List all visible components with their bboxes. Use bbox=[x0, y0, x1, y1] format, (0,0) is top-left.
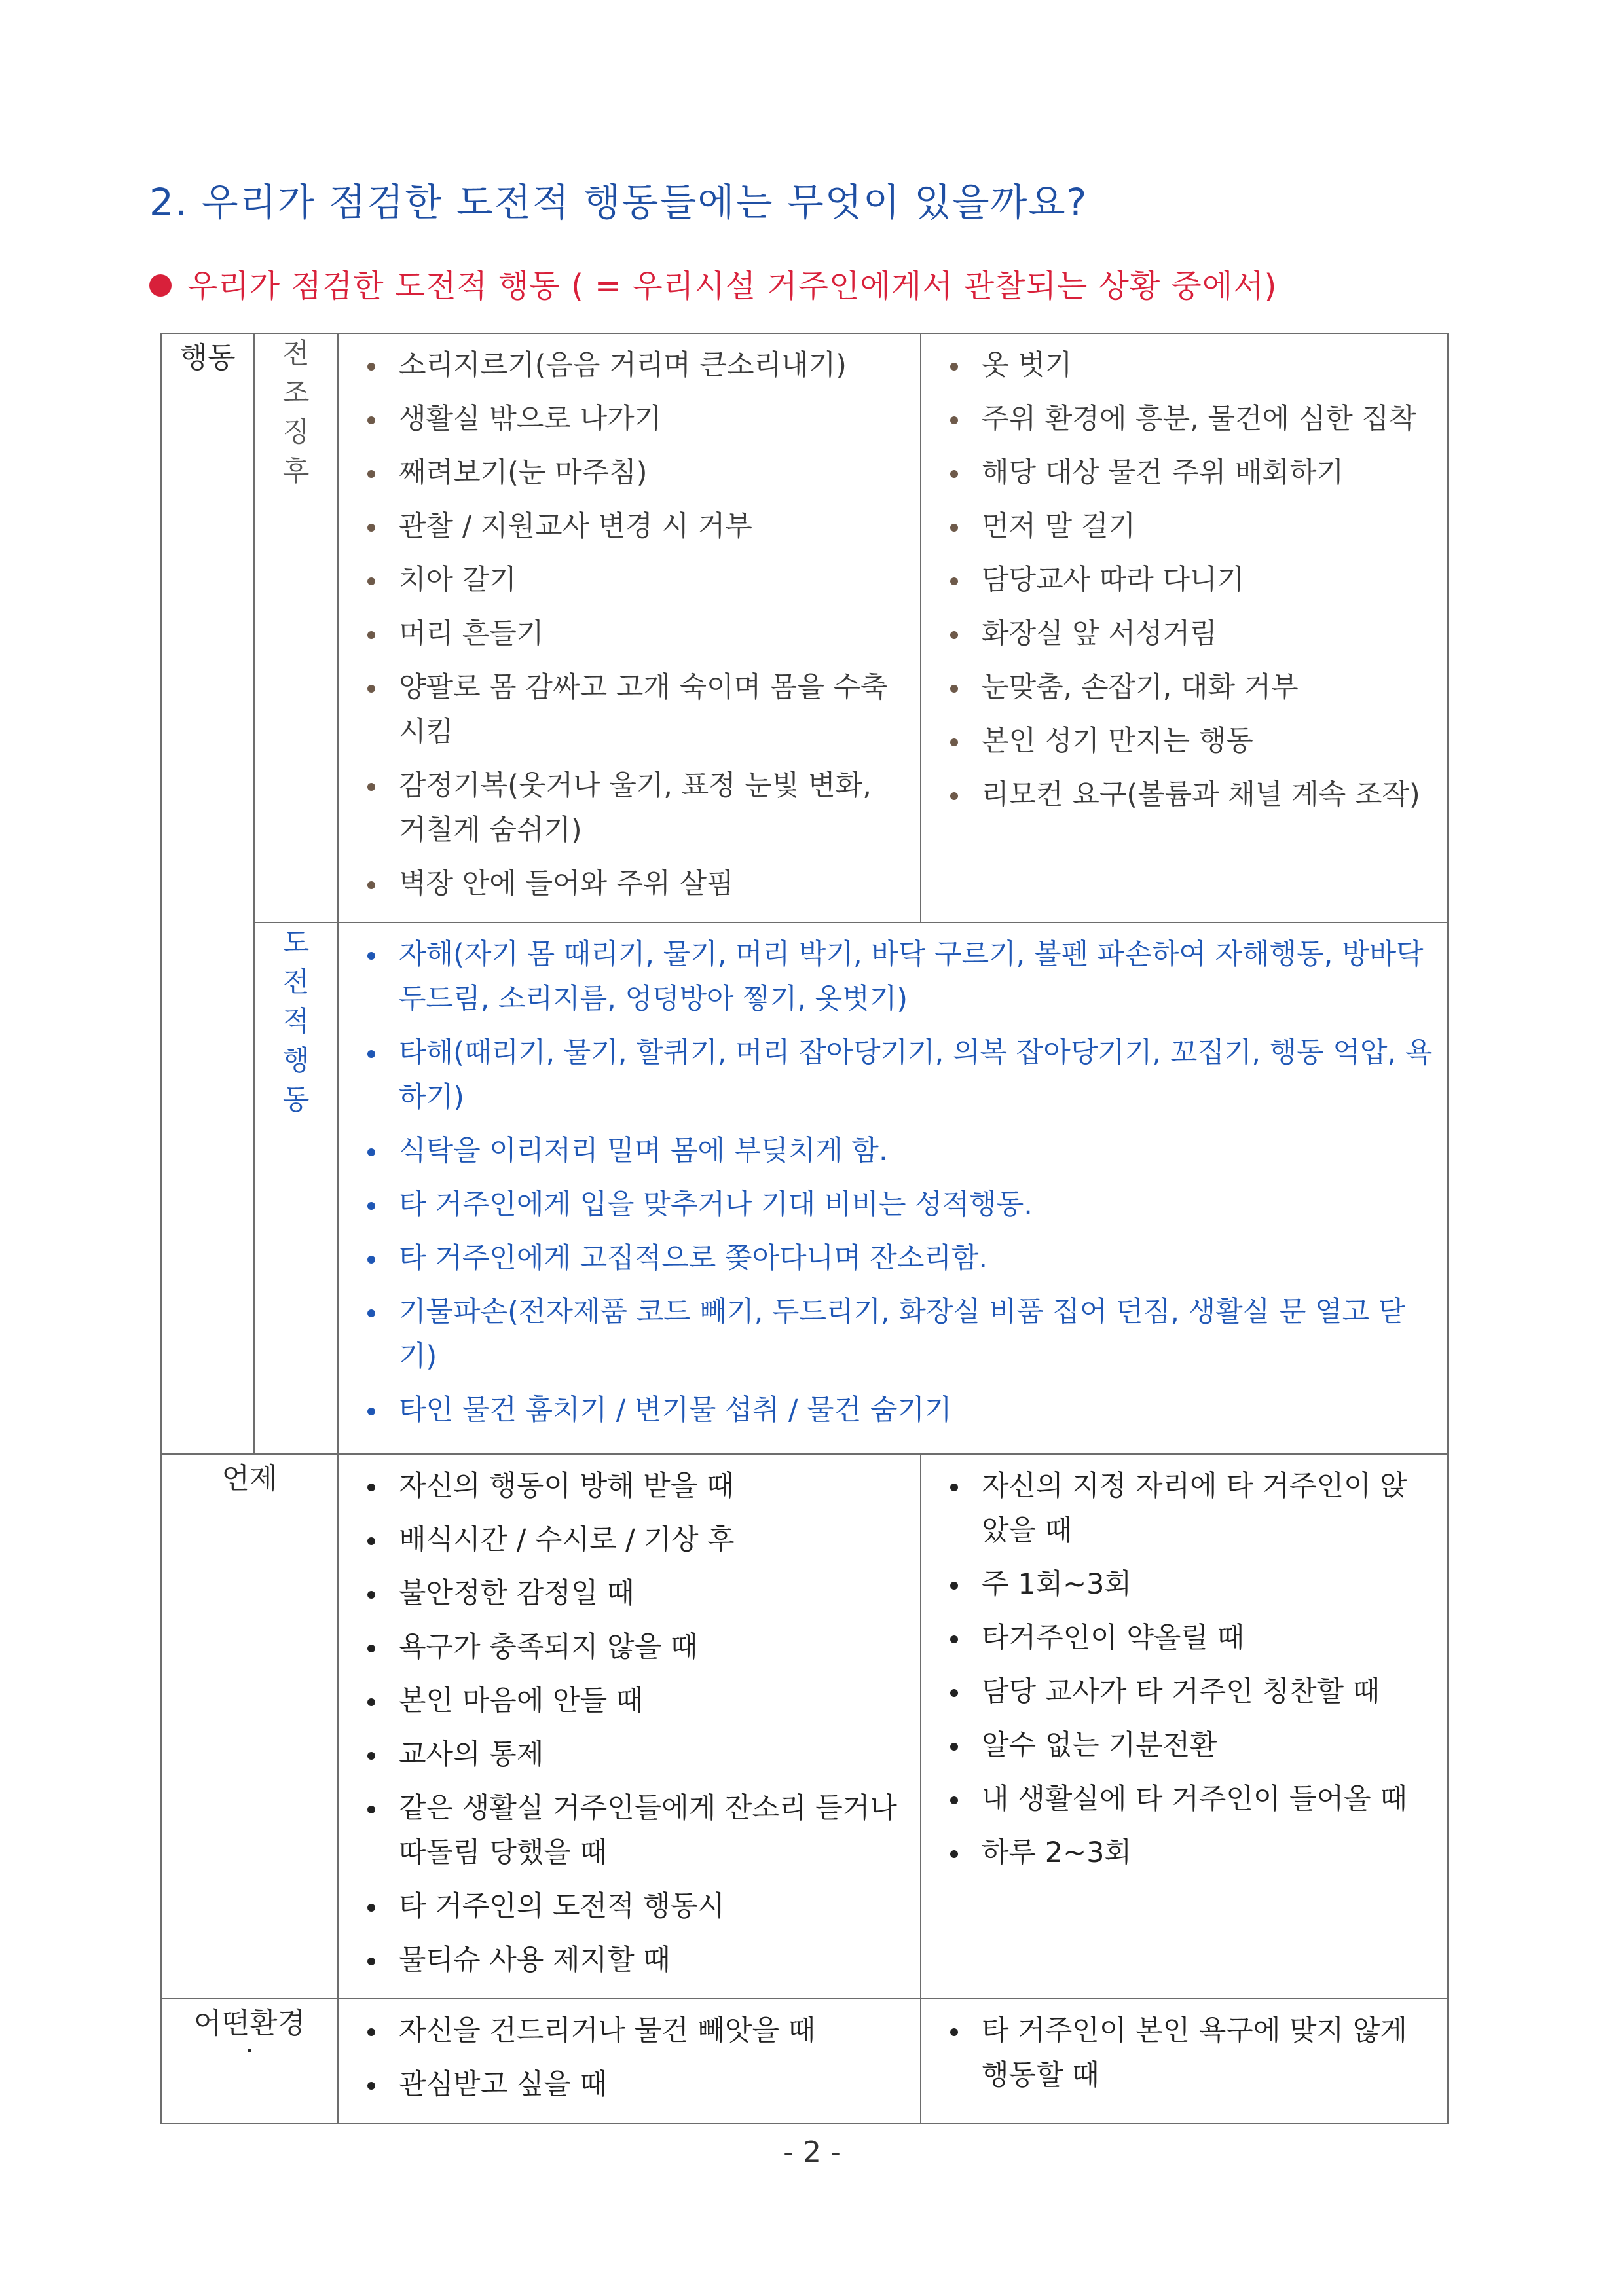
list-item: 째려보기(눈 마주침) bbox=[353, 450, 907, 495]
list-item: 관심받고 싶을 때 bbox=[353, 2062, 907, 2107]
section-subtitle bbox=[149, 261, 1277, 306]
env-label-text: 어떤환경 bbox=[193, 2007, 305, 2040]
list-item: 타해(때리기, 물기, 할퀴기, 머리 잡아당기기, 의복 잡아당기기, 꼬집기, 행동 억압, 욕하기) bbox=[353, 1030, 1434, 1120]
list-item: 하루 2~3회 bbox=[936, 1831, 1434, 1875]
challenging-list bbox=[339, 923, 1447, 1448]
when-right-list bbox=[921, 1455, 1447, 1891]
list-item: 머리 흔들기 bbox=[353, 611, 907, 656]
env-left-cell bbox=[338, 1999, 921, 2123]
list-item: 욕구가 충족되지 않을 때 bbox=[353, 1625, 907, 1669]
list-item: 리모컨 요구(볼륨과 채널 계속 조작) bbox=[936, 773, 1434, 817]
precursor-right-cell bbox=[921, 333, 1448, 922]
row-label-env bbox=[161, 1999, 338, 2123]
list-item: 주 1회~3회 bbox=[936, 1562, 1434, 1607]
list-item: 타거주인이 약올릴 때 bbox=[936, 1616, 1434, 1660]
list-item: 해당 대상 물건 주위 배회하기 bbox=[936, 450, 1434, 495]
list-item: 감정기복(웃거나 울기, 표정 눈빛 변화, 거칠게 숨쉬기) bbox=[353, 763, 907, 852]
list-item: 타 거주인에게 고집적으로 쫒아다니며 잔소리함. bbox=[353, 1236, 1434, 1281]
row-label-when: 언제 bbox=[161, 1454, 338, 1999]
precursor-left-cell bbox=[338, 333, 921, 922]
list-item: 양팔로 몸 감싸고 고개 숙이며 몸을 수축시킴 bbox=[353, 665, 907, 754]
list-item: 타 거주인에게 입을 맞추거나 기대 비비는 성적행동. bbox=[353, 1182, 1434, 1227]
list-item: 타인 물건 훔치기 / 변기물 섭취 / 물건 숨기기 bbox=[353, 1388, 1434, 1432]
when-left-list bbox=[339, 1455, 920, 1998]
list-item: 같은 생활실 거주인들에게 잔소리 듣거나 따돌림 당했을 때 bbox=[353, 1786, 907, 1875]
list-item: 기물파손(전자제품 코드 빼기, 두드리기, 화장실 비품 집어 던짐, 생활실 문 열고 닫기) bbox=[353, 1290, 1434, 1379]
list-item: 물티슈 사용 제지할 때 bbox=[353, 1938, 907, 1982]
subtitle-text: 우리가 점검한 도전적 행동 ( = 우리시설 거주인에게서 관찰되는 상황 중에서) bbox=[187, 268, 1278, 304]
list-item: 소리지르기(음음 거리며 큰소리내기) bbox=[353, 343, 907, 388]
list-item: 생활실 밖으로 나가기 bbox=[353, 397, 907, 441]
page-number: - 2 - bbox=[783, 2136, 841, 2169]
bullet-dot-icon bbox=[149, 274, 172, 297]
env-row bbox=[161, 1999, 1448, 2123]
list-item: 치아 갈기 bbox=[353, 558, 907, 602]
row-label-behavior: 행동 bbox=[161, 333, 254, 1454]
list-item: 타 거주인이 본인 욕구에 맞지 않게 행동할 때 bbox=[936, 2009, 1434, 2098]
list-item: 내 생활실에 타 거주인이 들어올 때 bbox=[936, 1777, 1434, 1821]
env-left-list bbox=[339, 1999, 920, 2123]
list-item: 자신을 건드리거나 물건 빼앗을 때 bbox=[353, 2009, 907, 2053]
when-row bbox=[161, 1454, 1448, 1999]
list-item: 본인 성기 만지는 행동 bbox=[936, 719, 1434, 763]
env-right-cell bbox=[921, 1999, 1448, 2123]
behavior-table bbox=[160, 333, 1449, 2124]
list-item: 벽장 안에 들어와 주위 살핌 bbox=[353, 862, 907, 906]
list-item: 자해(자기 몸 때리기, 물기, 머리 박기, 바닥 구르기, 볼펜 파손하여 자해행동, 방바닥 두드림, 소리지름, 엉덩방아 찧기, 옷벗기) bbox=[353, 932, 1434, 1021]
precursor-row bbox=[161, 333, 1448, 922]
challenging-label: 도전적행동 bbox=[254, 922, 338, 1454]
page-title: 2. 우리가 점검한 도전적 행동들에는 무엇이 있을까요? bbox=[149, 180, 1088, 225]
list-item: 자신의 행동이 방해 받을 때 bbox=[353, 1464, 907, 1508]
list-item: 담당교사 따라 다니기 bbox=[936, 558, 1434, 602]
challenging-row bbox=[161, 922, 1448, 1454]
list-item: 식탁을 이리저리 밀며 몸에 부딪치게 함. bbox=[353, 1129, 1434, 1173]
list-item: 본인 마음에 안들 때 bbox=[353, 1679, 907, 1723]
list-item: 눈맞춤, 손잡기, 대화 거부 bbox=[936, 665, 1434, 710]
list-item: 배식시간 / 수시로 / 기상 후 bbox=[353, 1518, 907, 1562]
precursor-label: 전조징후 bbox=[254, 333, 338, 922]
when-right-cell bbox=[921, 1454, 1448, 1999]
challenging-cell bbox=[338, 922, 1448, 1454]
list-item: 교사의 통제 bbox=[353, 1732, 907, 1777]
list-item: 옷 벗기 bbox=[936, 343, 1434, 388]
env-label-dot: · bbox=[245, 2036, 254, 2066]
list-item: 자신의 지정 자리에 타 거주인이 앉았을 때 bbox=[936, 1464, 1434, 1553]
list-item: 먼저 말 걸기 bbox=[936, 504, 1434, 549]
precursor-left-list bbox=[339, 334, 920, 922]
list-item: 알수 없는 기분전환 bbox=[936, 1723, 1434, 1768]
list-item: 화장실 앞 서성거림 bbox=[936, 611, 1434, 656]
precursor-right-list bbox=[921, 334, 1447, 833]
list-item: 주위 환경에 흥분, 물건에 심한 집착 bbox=[936, 397, 1434, 441]
list-item: 불안정한 감정일 때 bbox=[353, 1571, 907, 1616]
list-item: 관찰 / 지원교사 변경 시 거부 bbox=[353, 504, 907, 549]
when-left-cell bbox=[338, 1454, 921, 1999]
env-right-list bbox=[921, 1999, 1447, 2113]
list-item: 타 거주인의 도전적 행동시 bbox=[353, 1884, 907, 1929]
list-item: 담당 교사가 타 거주인 칭찬할 때 bbox=[936, 1669, 1434, 1714]
